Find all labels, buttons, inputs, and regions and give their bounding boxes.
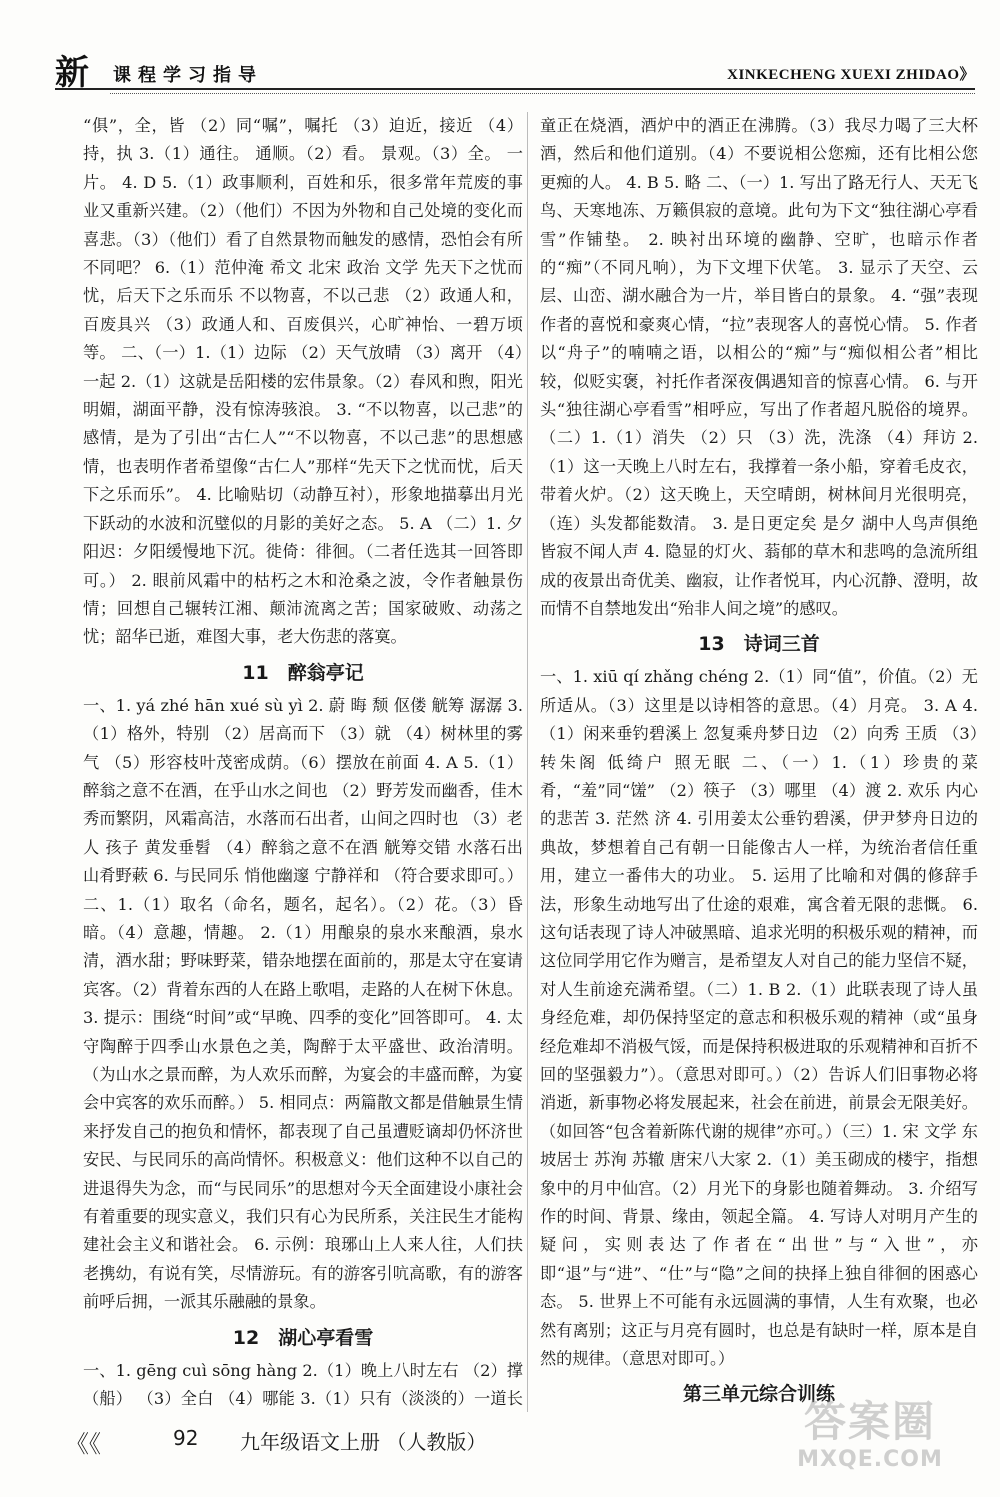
series-title-pinyin: XINKECHENG XUEXI ZHIDAO》 [727,67,975,83]
answer-paragraph: 一、1. xiū qí zhǎng chéng 2.（1）同“值”，价值。（2）无所适从。（3）这里是以诗相答的意思。（4）月亮。 3. A 4.（1）闲来垂钓碧溪上 忽复乘舟梦日边 （2）向秀 王质 （3）转朱阁 低绮户 照无眠 二、（一）1.（1）珍贵的菜肴，“羞”同“馐” （2）筷子 （3）哪里 （4）渡 2. 欢乐 内心的悲苦 3. 茫然 济 4. 引用姜太公垂钓碧溪，伊尹梦舟日边的典故，梦想着自己有朝一日能像古人一样，为统治者信任重用，建立一番伟大的功业。 5. 运用了比喻和对偶的修辞手法，形象生动地写出了仕途的艰难，寓含着无限的悲慨。 6. 这句话表现了诗人冲破黑暗、追求光明的积极乐观的精神，而这位同学用它作为赠言，是希望友人对自己的能力坚信不疑，对人生前途充满希望。（二）1. B 2.（1）此联表现了诗人虽身经危难，却仍保持坚定的意志和积极乐观的精神（或“虽身经危难却不消极气馁，而是保持积极进取的乐观精神和百折不回的坚强毅力”）。（意思对即可。）（2）告诉人们旧事物必将消逝，新事物必将发展起来，社会在前进，前景会无限美好。（如回答“包含着新陈代谢的规律”亦可。）（三）1. 宋 文学 东坡居士 苏洵 苏辙 唐宋八大家 2.（1）美玉砌成的楼宇，指想象中的月中仙宫。（2）月光下的身影也随着舞动。 3. 介绍写作的时间、背景、缘由，领起全篇。 4. 写诗人对明月产生的疑问，实则表达了作者在“出世”与“入世”，亦即“退”与“进”、“仕”与“隐”之间的抉择上独自徘徊的困惑心态。 5. 世界上不可能有永远圆满的事情，人生有欢聚，也必然有离别；这正与月亮有圆时，也总是有缺时一样，原本是自然的规律。（意思对即可。） [540,667,978,1369]
column-divider [527,112,528,1412]
section-title: 13 诗词三首 [698,633,820,656]
section-title: 第三单元综合训练 [682,1383,835,1406]
watermark-logo [760,1397,980,1487]
answer-paragraph: “俱”，全，皆 （2）同“嘱”，嘱托 （3）迫近，接近 （4）持，执 3.（1）通往。 通顺。（2）看。 景观。（3）全。 一片。 4. D 5.（1）政事顺利，百姓和乐，很多常年荒废的事业又重新兴建。（2）（他们）不因为外物和自己处境的变化而喜悲。（3）（他们）看了自然景物而触发的感情，恐怕会有所不同吧？ 6.（1）范仲淹 希文 北宋 政治 文学 先天下之忧而忧，后天下之乐而乐 不以物喜，不以己悲 （2）政通人和，百废具兴 （3）政通人和、百废俱兴，心旷神怡、一碧万顷等。 二、（一）1.（1）边际 （2）天气放晴 （3）离开 （4）一起 2.（1）这就是岳阳楼的宏伟景象。（2）春风和煦，阳光明媚，湖面平静，没有惊涛骇浪。 3. “不以物喜，以己悲”的感情，是为了引出“古仁人”“不以物喜，不以己悲”的思想感情，也表明作者希望像“古仁人”那样“先天下之忧而忧，后天下之乐而乐”。 4. 比喻贴切（动静互衬），形象地描摹出月光下跃动的水波和沉璧似的月影的美好之态。 5. A （二）1. 夕阳迟：夕阳缓慢地下沉。徙倚：徘徊。（二者任选其一回答即可。） 2. 眼前风霜中的枯朽之木和沧桑之波，令作者触景伤情；回想自己辗转江湘、颠沛流离之苦；国家破败、动荡之忧；韶华已逝，难图大事，老大伤悲的落寞。 [83,116,523,647]
answer-paragraph: 一、1. gēng cuì sōng hàng 2.（1）晚上八时左右 （2）撑（船） （3）全白 （4）哪能 3.（1）只有（淡淡的）一道长 [83,1360,523,1409]
header-rule [55,88,975,90]
right-column [540,112,978,1417]
watermark-url: MXQE.COM [797,1447,943,1472]
section-title: 11 醉翁亭记 [242,661,364,684]
answer-paragraph: 童正在烧酒，酒炉中的酒正在沸腾。（3）我尽力喝了三大杯酒，然后和他们道别。（4）不要说相公您痴，还有比相公您更痴的人。 4. B 5. 略 二、（一）1. 写出了路无行人、天无飞鸟、天寒地冻、万籁俱寂的意境。此句为下文“独往湖心亭看雪”作铺垫。 2. 映衬出环境的幽静、空旷，也暗示作者的“痴”（不同凡响），为下文埋下伏笔。 3. 显示了天空、云层、山峦、湖水融合为一片，举目皆白的景象。 4. “强”表现作者的喜悦和豪爽心情，“拉”表现客人的喜悦心情。 5. 作者以“舟子”的喃喃之语，以相公的“痴”与“痴似相公者”相比较，似贬实褒，衬托作者深夜偶遇知音的惊喜心情。 6. 与开头“独往湖心亭看雪”相呼应，写出了作者超凡脱俗的境界。（二）1.（1）消失 （2）只 （3）洗，洗涤 （4）拜访 2.（1）这一天晚上八时左右，我撑着一条小船，穿着毛皮衣，带着火炉。（2）这天晚上，天空晴朗，树林间月光很明亮，（连）头发都能数清。 3. 是日更定矣 是夕 湖中人鸟声俱绝 皆寂不闻人声 4. 隐显的灯火、蓊郁的草木和悲鸣的急流所组成的夜景出奇优美、幽寂，让作者悦耳，内心沉静、澄明，故而情不自禁地发出“殆非人间之境”的感叹。 [540,116,978,618]
series-title: 课程学习指导 [113,65,263,86]
section-title: 12 湖心亭看雪 [232,1326,374,1349]
left-column [83,112,523,1417]
series-logo: 新 [55,53,89,93]
header-dotted-rule [110,93,975,94]
page-number: 92 [173,1426,199,1450]
book-title: 九年级语文上册 （人教版） [240,1430,487,1454]
back-arrows-icon: 《《 [65,1430,101,1458]
answer-paragraph: 一、1. yá zhé hān xué sù yì 2. 蔚 晦 颓 伛偻 觥筹 潺潺 3.（1）格外，特别 （2）居高而下 （3）就 （4）树林里的雾气 （5）形容枝叶茂密成荫。（6）摆放在前面 4. A 5.（1）醉翁之意不在酒，在乎山水之间也 （2）野芳发而幽香，佳木秀而繁阴，风霜高洁，水落而石出者，山间之四时也 （3）老人 孩子 黄发垂髫 （4）醉翁之意不在酒 觥筹交错 水落石出 山肴野蔌 6. 与民同乐 悄他幽邃 宁静祥和 （符合要求即可。） 二、1.（1）取名（命名，题名，起名）。（2）花。（3）昏暗。（4）意趣，情趣。 2.（1）用酿泉的泉水来酿酒，泉水清，酒水甜；野味野菜，错杂地摆在面前的，那是太守在宴请宾客。（2）背着东西的人在路上歌唱，走路的人在树下休息。 3. 提示：围绕“时间”或“早晚、四季的变化”回答即可。 4. 太守陶醉于四季山水景色之美，陶醉于太平盛世、政治清明。（为山水之景而醉，为人欢乐而醉，为宴会的丰盛而醉，为宴会中宾客的欢乐而醉。） 5. 相同点：两篇散文都是借触景生情来抒发自己的抱负和情怀，都表现了自己虽遭贬谪却仍怀济世安民、与民同乐的高尚情怀。积极意义：他们这种不以自己的进退得失为念，而“与民同乐”的思想对今天全面建设小康社会有着重要的现实意义，我们只有心为民所系，关注民生才能构建社会主义和谐社会。 6. 示例：琅琊山上人来人往，人们扶老携幼，有说有笑，尽情游玩。有的游客引吭高歌，有的游客前呼后拥，一派其乐融融的景象。 [83,695,523,1312]
watermark-text: 答案圈 [803,1397,936,1446]
